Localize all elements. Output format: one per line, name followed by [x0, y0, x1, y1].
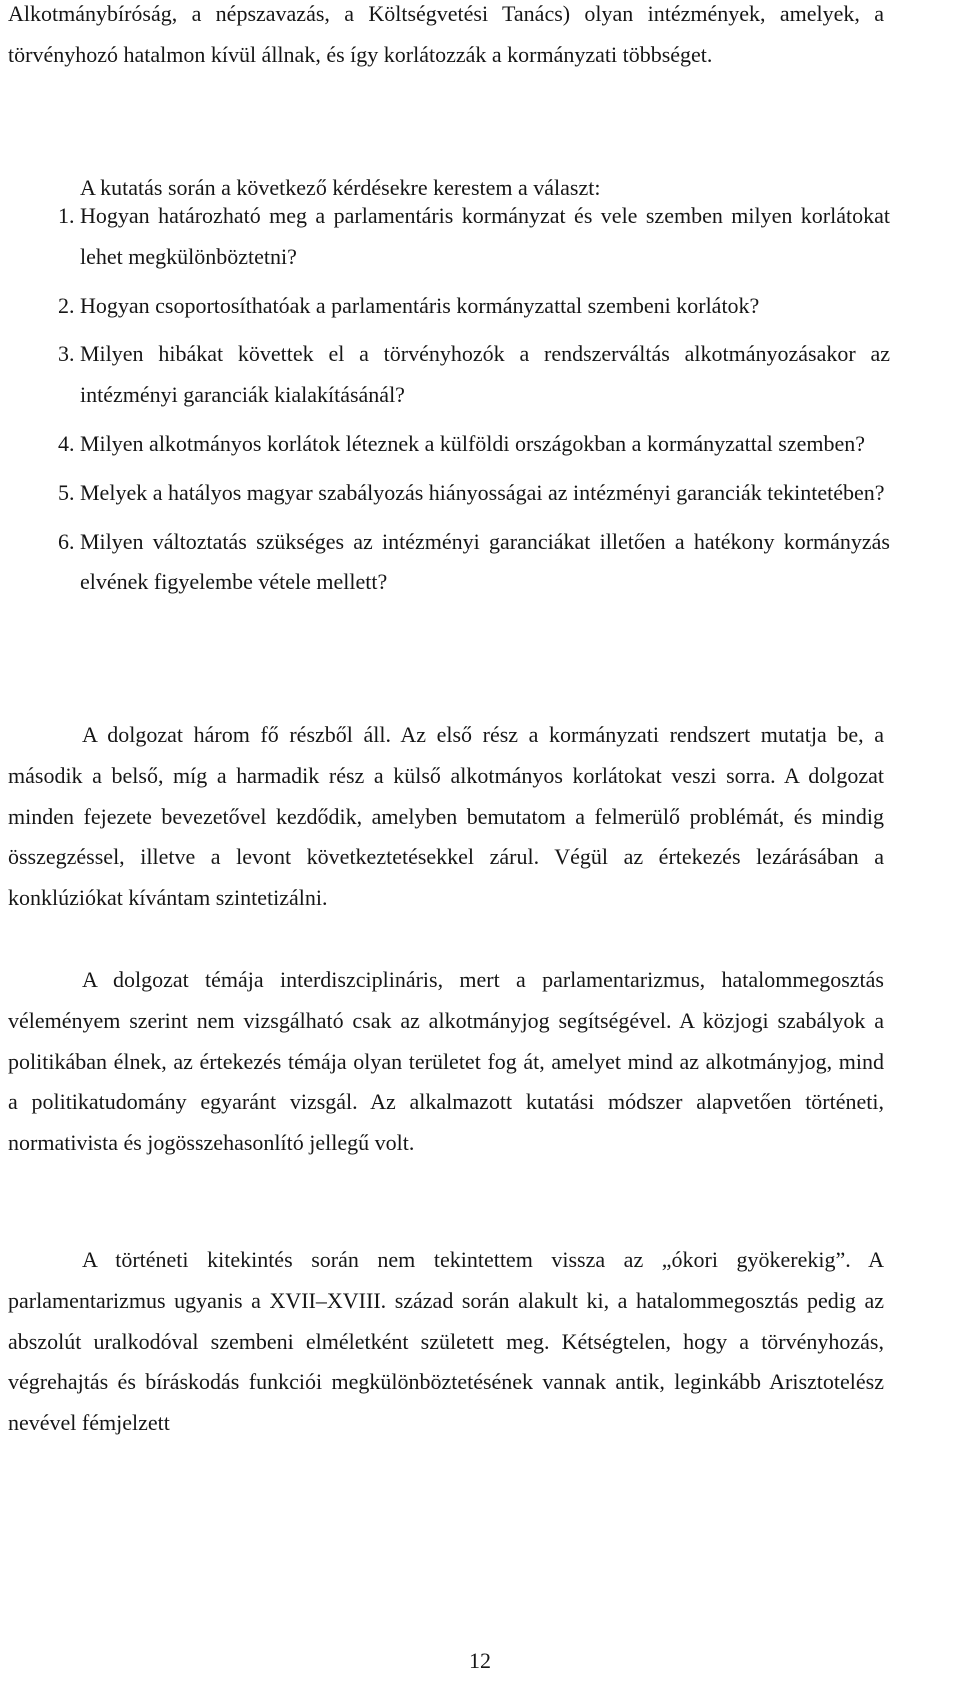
list-item — [0, 522, 890, 604]
list-item — [0, 334, 890, 416]
question-text: Hogyan határozható meg a parlamentáris kormányzat és vele szemben milyen korlátokat lehet megkülönböztetni? — [80, 203, 890, 269]
question-number: 3. — [58, 341, 75, 367]
question-number: 6. — [58, 528, 75, 554]
topic-paragraph: A dolgozat témája interdiszciplináris, mert a parlamentarizmus, hatalommegosztás véleményem szerint nem vizsgálható csak az alkotmányjog segítségével. A közjogi szabályok a politikában élnek, az értekezés témája olyan területet fog át, amelyet mind az alkotmányjog, mind a politikatudomány egyaránt vizsgál. Az alkalmazott kutatási módszer alapvetően történeti, normativista és jogösszehasonlító jellegű volt. — [8, 967, 884, 1156]
question-number: 4. — [58, 430, 75, 456]
questions-lead: A kutatás során a következő kérdésekre kerestem a választ: — [80, 175, 601, 200]
list-item — [0, 424, 890, 465]
question-text: Hogyan csoportosíthatóak a parlamentáris kormányzattal szembeni korlátok? — [80, 292, 760, 318]
question-text: Milyen alkotmányos korlátok léteznek a külföldi országokban a kormányzattal szemben? — [80, 430, 866, 456]
structure-paragraph: A dolgozat három fő részből áll. Az első rész a kormányzati rendszert mutatja be, a második a belső, míg a harmadik rész a külső alkotmányos korlátokat veszi sorra. A dolgozat minden fejezete bevezetővel kezdődik, amelyben bemutatom a felmerülő problémát, és mindig összegzéssel, illetve a levont következtetésekkel zárul. Végül az értekezés lezárásában a konklúziókat kívántam szintetizálni. — [8, 722, 884, 911]
intro-paragraph: Alkotmánybíróság, a népszavazás, a Költségvetési Tanács) olyan intézmények, amelyek, a törvényhozó hatalmon kívül állnak, és így korlátozzák a kormányzati többséget. — [8, 1, 884, 67]
question-text: Melyek a hatályos magyar szabályozás hiányosságai az intézményi garanciák tekintetében? — [80, 479, 885, 505]
question-text: Milyen hibákat követtek el a törvényhozók a rendszerváltás alkotmányozásakor az intézményi garanciák kialakításánál? — [80, 341, 890, 408]
question-text: Milyen változtatás szükséges az intézményi garanciákat illetően a hatékony kormányzás elvének figyelembe vétele mellett? — [80, 528, 890, 595]
question-number: 1. — [58, 203, 75, 228]
question-number: 5. — [58, 479, 75, 505]
question-number: 2. — [58, 292, 75, 318]
page-number: 12 — [469, 1648, 491, 1673]
list-item — [0, 286, 890, 327]
research-questions-list — [0, 196, 890, 611]
list-item — [0, 473, 890, 514]
list-item — [0, 196, 890, 278]
history-paragraph: A történeti kitekintés során nem tekintettem vissza az „ókori gyökerekig”. A parlamentarizmus ugyanis a XVII–XVIII. század során alakult ki, a hatalommegosztás pedig az abszolút uralkodóval szembeni elméletként született meg. Kétségtelen, hogy a törvényhozás, végrehajtás és bíráskodás funkciói megkülönböztetésének vannak antik, leginkább Arisztotelész nevével fémjelzett — [8, 1247, 884, 1436]
